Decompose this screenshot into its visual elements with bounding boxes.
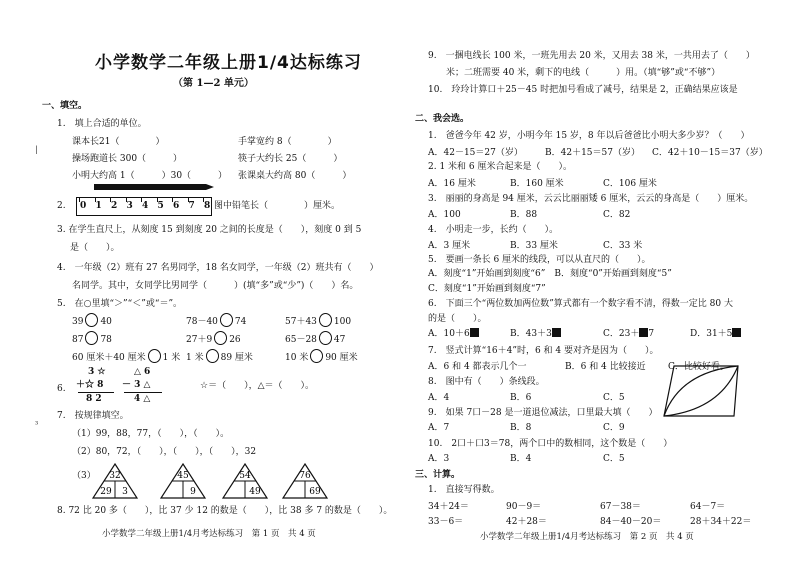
choice-5-ab: A．刻度“1”开始画到刻度“6” B．刻度“0”开始画到刻度“5” [428,269,672,279]
number-triangle [282,463,328,499]
choice-10-a: A．3 [428,454,450,464]
comparison-item: 65－28 47 [285,331,345,346]
triangle-right-number: 49 [249,487,261,497]
choice-3-c: C．82 [603,210,631,220]
ruler-number: 6 [173,201,180,211]
choice-8-b: B．6 [510,393,532,403]
triangle-right-number: 3 [122,487,128,497]
choice-9: 9. 如果 7口－28 是一道退位减法，口里最大填（ ） [428,408,658,418]
vertical-add-row2: ＋☆ 8 [76,380,104,390]
vertical-add-row1: 3 ☆ [88,367,106,377]
choice-10-b: B．4 [510,454,532,464]
comparison-item: 39 40 [72,313,112,328]
choice-5-c: C．刻度“1”开始画到刻度“7” [428,284,546,294]
question-7-1: （1）99，88，77，（ ），（ ）。 [72,429,230,439]
choice-3-b: B．88 [510,210,538,220]
ruler-number: 7 [188,201,195,211]
q1-c: 操场跑道长 300（ ） [72,154,183,164]
ruler-number: 2 [111,201,118,211]
calc-item: 90－9＝ [506,502,542,512]
question-2: 图中铅笔长（ ）厘米。 [214,201,341,211]
q1-f: 张课桌大约高 80（ ） [238,171,352,181]
question-4-line2: 名同学。其中，女同学比男同学（ ）(填“多”或“少”)（ ）名。 [72,281,359,291]
choice-2-c: C．106 厘米 [603,179,657,189]
choice-4-c: C．33 米 [603,241,643,251]
vertical-add-result: 8 2 [86,394,102,404]
vertical-sub-row2: － 3 △ [122,380,151,390]
comparison-item: 1 米 89 厘米 [186,349,253,364]
r-question-9-line1: 9. 一捆电线长 100 米，一班先用去 20 米，又用去 38 米，一共用去了（ ） [428,51,755,61]
choice-7-c: C．比较好看。 [668,362,729,372]
ruler-number: 4 [142,201,149,211]
q1-d: 筷子大约长 25（ ） [238,154,343,164]
r-question-9-line2: 米；二班需要 40 米，剩下的电线（ ）用。（填“够”或“不够”） [446,68,721,78]
choice-10-c: C．5 [603,454,625,464]
choice-4-b: B．33 厘米 [510,241,558,251]
choice-2-b: B．160 厘米 [510,179,564,189]
comparison-item: 57＋43 100 [285,313,351,328]
ruler-number: 8 [204,201,211,211]
answer-circle[interactable] [319,313,332,327]
choice-7: 7. 竖式计算“16＋4”时，6 和 4 要对齐是因为（ ）。 [428,346,659,356]
choice-2-a: A．16 厘米 [428,179,476,189]
choice-8-a: A．4 [428,393,450,403]
number-triangle [92,463,138,499]
choice-4: 4. 小明走一步，长约（ ）。 [428,225,559,235]
triangle-top-number: 54 [239,471,251,481]
choice-7-b: B．6 和 4 比较接近 [565,362,646,372]
triangle-top-number: 32 [109,471,121,481]
ruler [76,197,212,216]
calc-item: 84－40－20＝ [600,517,662,527]
choice-6-a: A．10＋6 [428,328,479,340]
calc-instruction: 1. 直接写得数。 [428,485,500,495]
triangle-left-number: 29 [100,487,112,497]
question-6-answer: ☆＝（ ），△＝（ ）。 [200,381,314,391]
choice-6-line2: 的是（ ）。 [428,314,487,324]
choice-8: 8. 图中有（ ）条线段。 [428,377,545,387]
choice-3: 3. 丽丽的身高是 94 厘米，云云比丽丽矮 6 厘米，云云的身高是（ ）厘米。 [428,194,754,204]
number-triangle [160,463,206,499]
choice-9-c: C．9 [603,423,625,433]
answer-circle[interactable] [319,331,332,345]
triangle-right-number: 9 [190,487,196,497]
answer-circle[interactable] [148,349,161,363]
comparison-item: 27＋9 26 [186,331,241,346]
choice-4-a: A．3 厘米 [428,241,471,251]
footer-left: 小学数学二年级上册1/4月考达标练习 第 1 页 共 4 页 [102,529,316,539]
choice-6-c: C．23＋ 7 [603,329,655,339]
ruler-number: 0 [80,201,87,211]
answer-circle[interactable] [310,349,323,363]
calc-item: 64－7＝ [690,502,726,512]
choice-1-b: B．42＋15＝57（岁） [545,148,640,158]
answer-circle[interactable] [220,313,233,327]
answer-circle[interactable] [214,331,227,345]
choice-6-d: D．31＋5 [690,328,741,340]
page-subtitle: （第 1—2 单元） [173,78,254,89]
section-choose: 二、我会选。 [415,114,470,124]
choice-5: 5. 要画一条长 6 厘米的线段，可以从直尺的（ ）。 [428,255,651,265]
number-triangle [222,463,268,499]
comparison-item: 60 厘米＋40 厘米 1 米 [72,349,180,364]
r-question-10: 10. 玲玲计算口＋25－45 时把加号看成了减号，结果是 2，正确结果应该是 [428,85,738,95]
ruler-number: 5 [157,201,164,211]
choice-2: 2. 1 米和 6 厘米合起来是（ ）。 [428,162,572,172]
calc-item: 67－38＝ [600,502,641,512]
triangle-top-number: 45 [177,471,189,481]
calc-item: 34＋24＝ [428,502,469,512]
vertical-sub-row1: △ 6 [134,367,151,377]
question-8: 8. 72 比 20 多（ ），比 37 少 12 的数是（ ），比 38 多 7 的数是（ ）。 [57,506,393,516]
ruler-number: 1 [95,201,102,211]
question-3-line2: 是（ ）。 [70,243,120,253]
question-7-2: （2）80，72，（ ），（ ），（ ），32 [72,447,257,457]
choice-6-b: B．43＋3 [510,328,561,340]
question-6-number: 6. [57,384,66,394]
question-7-3: （3） [72,471,96,481]
calc-item: 42＋28＝ [506,517,547,527]
choice-9-a: A．7 [428,423,450,433]
choice-1: 1. 爸爸今年 42 岁，小明今年 15 岁，8 年以后爸爸比小明大多少岁？（ ） [428,131,750,141]
footer-right: 小学数学二年级上册1/4月考达标练习 第 2 页 共 4 页 [480,532,694,542]
choice-8-c: C．5 [603,393,625,403]
choice-3-a: A．100 [428,210,461,220]
pencil-icon [94,184,206,190]
question-2-number: 2. [57,201,66,211]
choice-1-a: A．42－15＝27（岁） [428,148,523,158]
choice-10: 10. 2口＋口3＝78，两个口中的数相同，这个数是（ ） [428,439,673,449]
q1-b: 手掌宽约 8（ ） [238,137,337,147]
triangle-top-number: 76 [299,471,311,481]
choice-7-a: A．6 和 4 都表示几个一 [428,362,527,372]
question-1: 1. 填上合适的单位。 [57,119,147,129]
choice-6-line1: 6. 下面三个“两位数加两位数”算式都有一个数字看不清，得数一定比 80 大 [428,299,733,309]
question-7: 7. 按规律填空。 [57,411,129,421]
section-fill-blank: 一、填空。 [42,101,88,111]
q1-e: 小明大约高 1（ ）30（ ） [72,171,228,181]
comparison-item: 10 米 90 厘米 [285,349,358,364]
question-3-line1: 3. 在学生直尺上，从刻度 15 到刻度 20 之间的长度是（ ），刻度 0 到 5 [57,225,362,235]
vertical-sub-result: 4 △ [134,394,151,404]
choice-1-c: C．42＋10－15＝37（岁） [652,148,768,158]
page-title: 小学数学二年级上册1/4达标练习 [95,53,362,73]
comparison-item: 87 78 [72,331,112,346]
section-calculate: 三、计算。 [415,470,461,480]
answer-circle[interactable] [206,349,219,363]
comparison-item: 78－40 74 [186,313,246,328]
answer-circle[interactable] [85,313,98,327]
calc-item: 33－6＝ [428,517,464,527]
segment-figure [660,364,746,419]
triangle-right-number: 69 [309,487,321,497]
q1-a: 课本长21（ ） [72,137,165,147]
question-5: 5. 在○里填“＞”“＜”或“＝”。 [57,299,183,309]
ruler-number: 3 [126,201,133,211]
choice-9-b: B．8 [510,423,532,433]
calc-item: 28＋34＋22＝ [690,517,752,527]
answer-circle[interactable] [85,331,98,345]
question-4-line1: 4. 一年级（2）班有 27 名男同学，18 名女同学，一年级（2）班共有（ ） [57,263,379,273]
